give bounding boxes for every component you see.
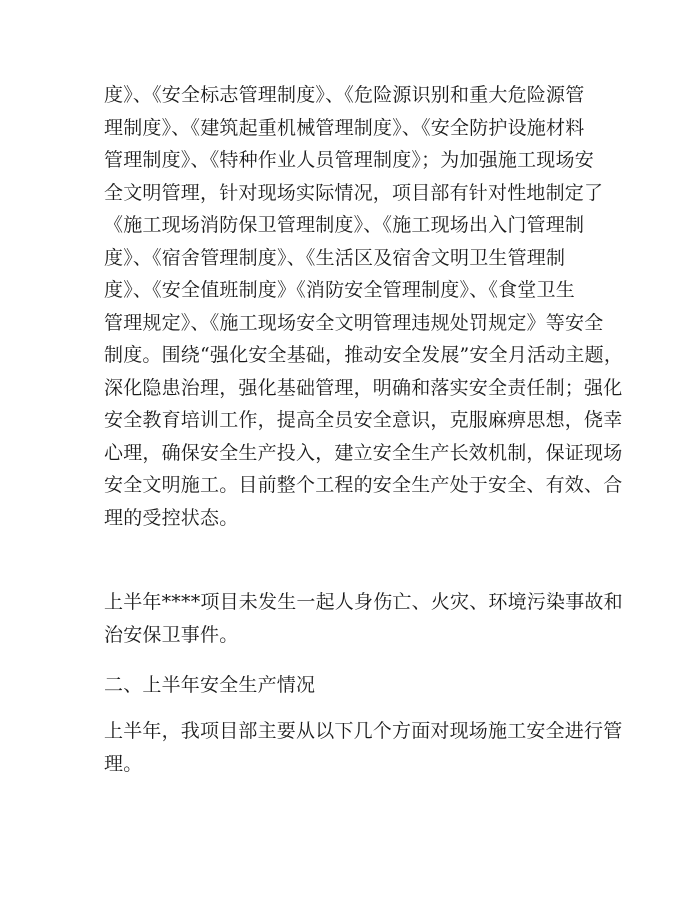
- text-line: 心理，确保安全生产投入，建立安全生产长效机制，保证现场: [104, 441, 623, 464]
- text-line: 上半年****项目未发生一起人身伤亡、火灾、环境污染事故和: [104, 591, 623, 613]
- section-heading: [104, 669, 604, 702]
- text-line: 全文明管理，针对现场实际情况，项目部有针对性地制定了: [104, 181, 604, 204]
- text-line: 度》、《安全标志管理制度》、《危险源识别和重大危险源管: [104, 84, 585, 106]
- text-line: 度》、《宿舍管理制度》、《生活区及宿舍文明卫生管理制: [104, 246, 566, 269]
- text-line: 理。: [104, 752, 143, 775]
- paragraph-safety-regulations: [104, 79, 624, 534]
- paragraph-management-intro: [104, 715, 623, 780]
- text-line: 理的受控状态。: [104, 506, 239, 529]
- text-line: 上半年，我项目部主要从以下几个方面对现场施工安全进行管: [104, 720, 623, 742]
- text-line: 制度。围绕“强化安全基础，推动安全发展”安全月活动主题，: [104, 344, 624, 366]
- text-line: 安全文明施工。目前整个工程的安全生产处于安全、有效、合: [104, 474, 623, 496]
- text-line: 安全教育培训工作，提高全员安全意识，克服麻痹思想，侥幸: [104, 409, 623, 431]
- text-line: 度》、《安全值班制度》《消防安全管理制度》、《食堂卫生: [104, 279, 575, 301]
- text-line: 《施工现场消防保卫管理制度》、《施工现场出入门管理制: [104, 214, 585, 236]
- text-line: 管理规定》、《施工现场安全文明管理违规处罚规定》等安全: [104, 311, 604, 334]
- text-line: 理制度》、《建筑起重机械管理制度》、《安全防护设施材料: [104, 116, 585, 139]
- paragraph-no-accidents: [104, 586, 623, 651]
- heading-text: 二、上半年安全生产情况: [104, 674, 316, 696]
- text-line: 深化隐患治理，强化基础管理，明确和落实安全责任制；强化: [104, 376, 623, 399]
- text-line: 管理制度》、《特种作业人员管理制度》；为加强施工现场安: [104, 149, 594, 171]
- text-line: 治安保卫事件。: [104, 623, 239, 646]
